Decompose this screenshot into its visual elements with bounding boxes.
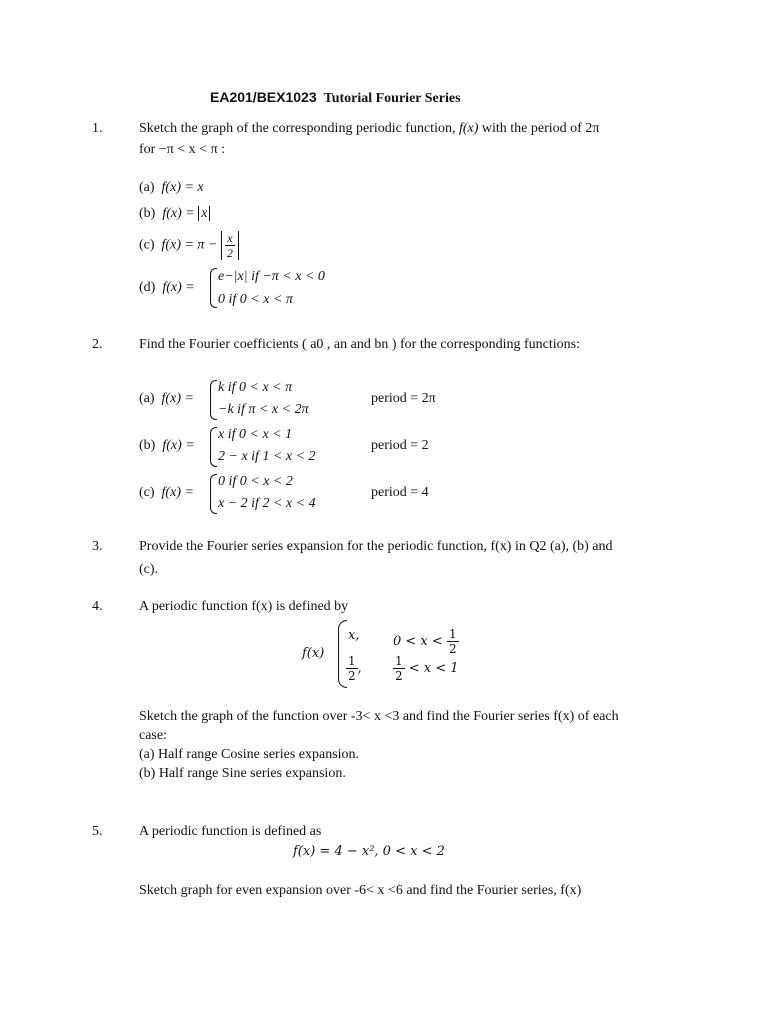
q4-line1: A periodic function f(x) is defined by [139,599,349,614]
q4-case1-expr: x, [348,628,360,643]
q4-part-b: (b) Half range Sine series expansion. [139,766,346,781]
q2c-lhs: f(x) = [161,485,194,500]
q2c-period: period = 4 [371,485,429,500]
q3-number: 3. [92,539,103,554]
q2c [139,484,194,502]
q1d-case1: e−|x| if −π < x < 0 [218,269,325,284]
q1c-abs [221,231,239,260]
q4-lhs: f(x) [302,646,325,661]
q1c-den: 2 [226,246,233,260]
q5-line1: A periodic function is defined as [139,824,322,839]
q1-func: f(x) [458,121,479,136]
q1d-label [139,279,195,297]
title-text: Tutorial Fourier Series [323,91,461,106]
q1d-label-text: (d) [139,280,156,295]
q2-text: Find the Fourier coefficients ( a0 , an and bn ) for the corresponding functions: [139,337,581,352]
q1a [139,179,204,197]
q4-half-num: 1 [448,627,457,641]
q2a-label: (a) [139,391,155,406]
q4-case2-den: 2 [348,669,356,683]
q1b [139,205,210,223]
q2a-brace [210,380,217,420]
q1c [139,231,239,260]
q1-line2: for −π < x < π : [139,142,226,157]
q2b [139,437,195,455]
q1-line1b: with the period of 2π [481,121,600,136]
q2a-period: period = 2π [371,391,436,406]
q4-case2-cond-text: < x < 1 [408,661,459,676]
q2b-label: (b) [139,438,156,453]
q2b-period: period = 2 [371,438,429,453]
q2b-case1: x if 0 < x < 1 [218,427,293,442]
q1d-brace [210,268,217,308]
q2b-lhs: f(x) = [162,438,195,453]
q1d-lhs: f(x) = [162,280,195,295]
q4-case2-cond [393,654,459,683]
q4-half-den: 2 [448,642,457,656]
q3-line1: Provide the Fourier series expansion for the periodic function, f(x) in Q2 (a), (b) and [139,539,613,554]
q1c-lhs: f(x) = π − [161,237,218,253]
q2b-brace [210,427,217,467]
q1-number: 1. [92,121,103,136]
q1c-num: x [225,231,235,246]
q2c-case1: 0 if 0 < x < 2 [218,474,293,489]
q2a [139,390,194,408]
q4-sketch1: Sketch the graph of the function over -3< x <3 and find the Fourier series f(x) of each [139,709,619,724]
q2-number: 2. [92,337,103,352]
q1b-abs: x [198,206,210,221]
q5-number: 5. [92,824,103,839]
q5-expr: f(x) = 4 − x², 0 < x < 2 [293,844,445,859]
q4-case1-cond [393,627,459,656]
q2b-case2: 2 − x if 1 < x < 2 [218,449,316,464]
q2a-case2: −k if π < x < 2π [218,402,309,417]
q1b-label: (b) [139,206,156,221]
q2c-label: (c) [139,485,155,500]
q2a-lhs: f(x) = [161,391,194,406]
q4-case2-cond-num: 1 [395,654,403,668]
q1a-expr: f(x) = x [161,180,204,195]
q1b-lhs: f(x) = [162,206,195,221]
q4-case2-cond-den: 2 [395,669,403,683]
q4-case2-num: 1 [348,654,356,668]
q4-number: 4. [92,599,103,614]
q4-case1-cond-text: 0 < x < [393,634,443,649]
q4-case2-expr: $\frac{1}{2}$ , [348,654,362,683]
q1c-label: (c) [139,237,155,253]
q4-part-a: (a) Half range Cosine series expansion. [139,747,360,762]
q1-line1 [139,120,599,138]
q3-line2: (c). [139,562,159,577]
q2a-case1: k if 0 < x < π [218,380,293,395]
course-code: EA201/BEX1023 [210,89,317,105]
q2c-brace [210,474,217,514]
q2c-case2: x − 2 if 2 < x < 4 [218,496,316,511]
q4-sketch2: case: [139,728,167,743]
q5-line2: Sketch graph for even expansion over -6< x <6 and find the Fourier series, f(x) [139,883,582,898]
q1a-label: (a) [139,180,155,195]
q1-line1-text: Sketch the graph of the corresponding periodic function, [139,121,456,136]
page-title [210,88,461,108]
q1d-case2: 0 if 0 < x < π [218,292,293,307]
